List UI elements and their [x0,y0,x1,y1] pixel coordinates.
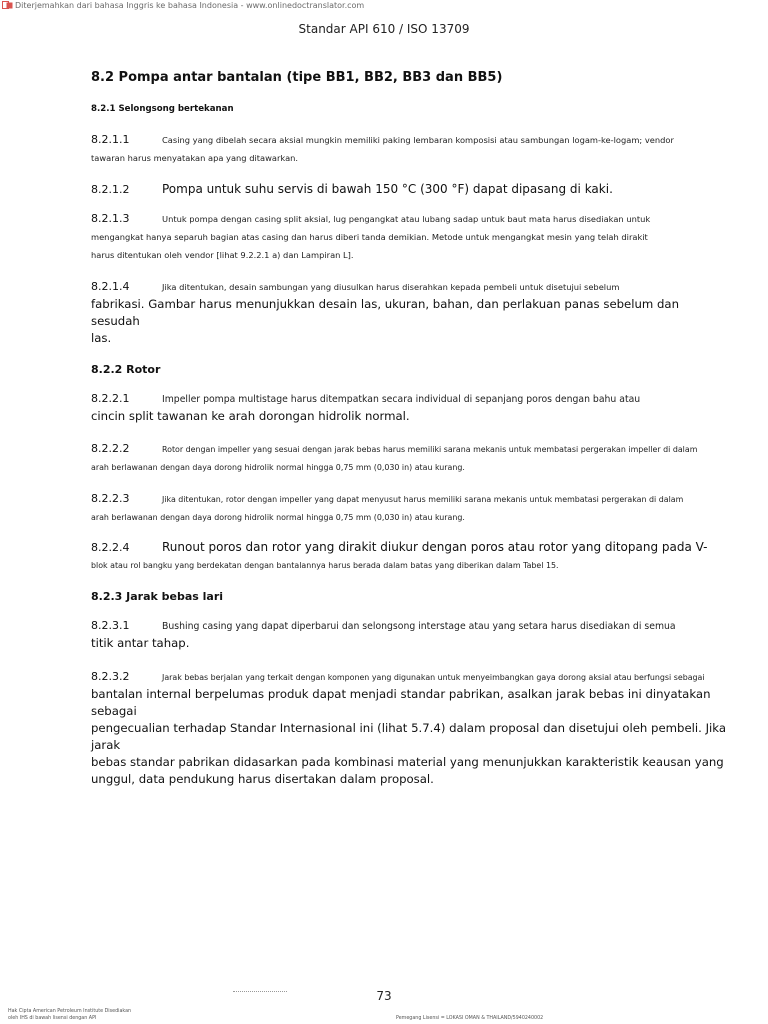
clause-number: 8.2.1.1 [91,133,130,146]
clause-number: 8.2.1.4 [91,280,130,293]
clause-text: Impeller pompa multistage harus ditempatkan secara individual di sepanjang poros dengan bahu atau [162,394,641,405]
clause-text: Jika ditentukan, desain sambungan yang diusulkan harus diserahkan kepada pembeli untuk disetujui sebelum [162,282,620,292]
page-number: 73 [376,989,392,1003]
clause-8-2-1-4 [91,277,727,346]
document-header: Standar API 610 / ISO 13709 [298,22,470,36]
clause-text: arah berlawanan dengan daya dorong hidrolik normal hingga 0,75 mm (0,030 in) atau kurang. [91,513,465,522]
clause-text: bantalan internal berpelumas produk dapat menjadi standar pabrikan, asalkan jarak bebas ini dinyatakan sebagai [91,687,711,718]
clause-8-2-3-1 [91,616,727,651]
clause-text: fabrikasi. Gambar harus menunjukkan desain las, ukuran, bahan, dan perlakuan panas sebelum dan sesudah [91,297,679,328]
clause-text: unggul, data pendukung harus disertakan dalam proposal. [91,772,434,786]
clause-text: las. [91,331,112,345]
clause-8-2-3-2 [91,667,727,787]
section-title: 8.2 Pompa antar bantalan (tipe BB1, BB2, BB3 dan BB5) [91,70,503,85]
clause-text: titik antar tahap. [91,636,190,650]
clause-text: arah berlawanan dengan daya dorong hidrolik normal hingga 0,75 mm (0,030 in) atau kurang. [91,463,465,472]
clause-8-2-1-1 [91,130,727,166]
copyright-footer [8,1008,131,1022]
clause-number: 8.2.2.4 [91,541,130,554]
subsection-title-8-2-1: 8.2.1 Selongsong bertekanan [91,104,234,114]
document-body [91,70,727,801]
translator-logo-icon [2,1,13,9]
clause-text: Rotor dengan impeller yang sesuai dengan jarak bebas harus memiliki sarana mekanis untuk membatasi pergerakan impeller di dalam [162,445,698,454]
clause-text: bebas standar pabrikan didasarkan pada kombinasi material yang menunjukkan karakteristik keausan yang [91,755,724,769]
copyright-line: oleh IHS di bawah lisensi dengan API [8,1016,97,1021]
clause-number: 8.2.2.1 [91,392,130,405]
clause-8-2-2-3 [91,489,727,525]
clause-number: 8.2.2.2 [91,442,130,455]
clause-text: cincin split tawanan ke arah dorongan hidrolik normal. [91,409,410,423]
clause-text: harus ditentukan oleh vendor [lihat 9.2.2.1 a) dan Lampiran L]. [91,250,354,260]
clause-text: Jarak bebas berjalan yang terkait dengan komponen yang digunakan untuk menyeimbangkan gaya dorong aksial atau berfungsi sebagai [162,673,705,682]
clause-text: Jika ditentukan, rotor dengan impeller yang dapat menyusut harus memiliki sarana mekanis untuk membatasi pergerakan di dalam [162,495,684,504]
clause-text: pengecualian terhadap Standar Internasional ini (lihat 5.7.4) dalam proposal dan disetujui oleh pembeli. Jika jarak [91,721,726,752]
translator-banner[interactable] [2,0,364,10]
clause-text: Casing yang dibelah secara aksial mungkin memiliki paking lembaran komposisi atau sambungan logam-ke-logam; vendor [162,135,674,145]
clause-number: 8.2.1.2 [91,183,130,196]
clause-text: Bushing casing yang dapat diperbarui dan selongsong interstage atau yang setara harus disediakan di semua [162,621,676,632]
clause-text: blok atau rol bangku yang berdekatan dengan bantalannya harus berada dalam batas yang diberikan dalam Tabel 15. [91,561,559,570]
clause-8-2-2-1 [91,389,727,424]
clause-text: tawaran harus menyatakan apa yang ditawarkan. [91,153,299,163]
clause-text: Pompa untuk suhu servis di bawah 150 °C (300 °F) dapat dipasang di kaki. [162,182,613,196]
clause-number: 8.2.3.2 [91,670,130,683]
clause-8-2-1-3 [91,209,727,263]
clause-text: mengangkat hanya separuh bagian atas casing dan harus diberi tanda demikian. Metode untuk mengangkat mesin yang telah dirakit [91,232,648,242]
clause-number: 8.2.3.1 [91,619,130,632]
clause-8-2-2-2 [91,439,727,475]
licensee-footer: Pemegang Lisensi = LOKASI OMAN & THAILAND/5940240002 [396,1016,544,1021]
clause-8-2-1-2 [91,180,727,197]
clause-text: Untuk pompa dengan casing split aksial, lug pengangkat atau lubang sadap untuk baut mata harus disediakan untuk [162,214,651,224]
clause-text: Runout poros dan rotor yang dirakit diukur dengan poros atau rotor yang ditopang pada V- [162,540,708,554]
copyright-line: Hak Cipta American Petroleum Institute Disediakan [8,1009,132,1014]
translator-banner-text[interactable]: Diterjemahkan dari bahasa Inggris ke bahasa Indonesia - www.onlinedoctranslator.com [15,0,365,10]
clause-number: 8.2.1.3 [91,212,130,225]
subsection-title-8-2-2: 8.2.2 Rotor [91,363,161,376]
clause-8-2-2-4 [91,538,727,573]
clause-number: 8.2.2.3 [91,492,130,505]
subsection-title-8-2-3: 8.2.3 Jarak bebas lari [91,590,224,603]
